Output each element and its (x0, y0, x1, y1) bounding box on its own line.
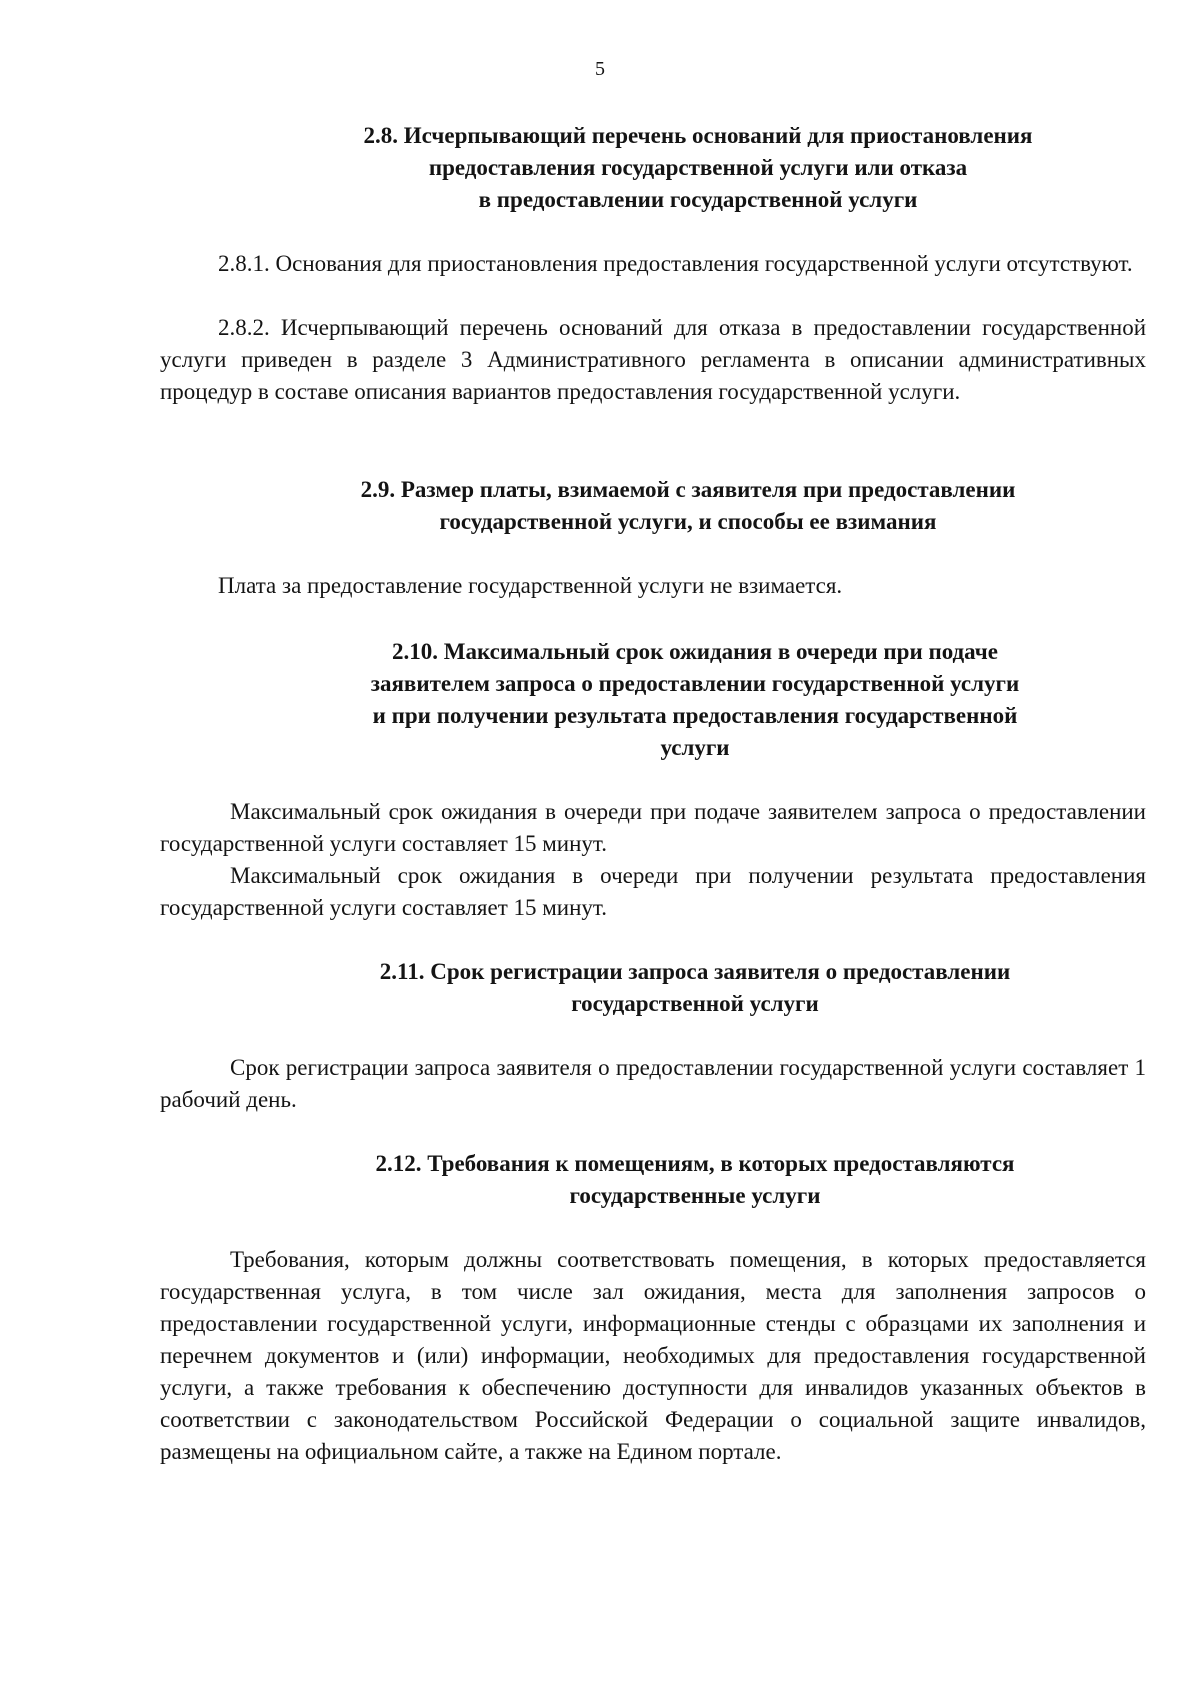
heading-line: заявителем запроса о предоставлении государственной услуги (370, 671, 1020, 696)
heading-line: в предоставлении государственной услуги (478, 187, 918, 212)
section-2-8-heading (160, 120, 1146, 216)
paragraph-2-9: Плата за предоставление государственной услуги не взимается. (218, 573, 843, 598)
heading-line: 2.10. Максимальный срок ожидания в очереди при подаче (392, 639, 998, 664)
heading-line: 2.8. Исчерпывающий перечень оснований для приостановления (363, 123, 1033, 148)
section-2-12-heading (160, 1148, 1146, 1212)
section-2-10-heading (160, 636, 1146, 764)
page-number: 5 (595, 58, 605, 80)
heading-line: и при получении результата предоставления государственной (372, 703, 1018, 728)
heading-line: 2.12. Требования к помещениям, в которых предоставляются (375, 1151, 1015, 1176)
paragraph-2-12: Требования, которым должны соответствовать помещения, в которых предоставляется государственная услуга, в том числе зал ожидания, места для заполнения запросов о предоставлении государственной услуги, информационные стенды с образцами их заполнения и перечнем документов и (или) информации, необходимых для предоставления государственной услуги, а также требования к обеспечению доступности для инвалидов указанных объектов в соответствии с законодательством Российской Федерации о социальной защите инвалидов, размещены на официальном сайте, а также на Едином портале. (160, 1247, 1146, 1464)
paragraph-2-10-1: Максимальный срок ожидания в очереди при подаче заявителем запроса о предоставлении государственной услуги составляет 15 минут. (160, 799, 1146, 856)
heading-line: 2.9. Размер платы, взимаемой с заявителя при предоставлении (360, 477, 1016, 502)
paragraph-2-10-2: Максимальный срок ожидания в очереди при получении результата предоставления государственной услуги составляет 15 минут. (160, 863, 1146, 920)
paragraph-2-11: Срок регистрации запроса заявителя о предоставлении государственной услуги составляет 1 рабочий день. (160, 1055, 1146, 1112)
heading-line: предоставления государственной услуги или отказа (428, 155, 968, 180)
section-2-11-heading (160, 956, 1146, 1020)
heading-line: государственные услуги (569, 1183, 821, 1208)
heading-line: 2.11. Срок регистрации запроса заявителя о предоставлении (379, 959, 1011, 984)
paragraph-2-8-2: 2.8.2. Исчерпывающий перечень оснований для отказа в предоставлении государственной услуги приведен в разделе 3 Административного регламента в описании административных процедур в составе описания вариантов предоставления государственной услуги. (160, 315, 1146, 404)
section-2-9-heading (160, 474, 1146, 538)
heading-line: государственной услуги, и способы ее взимания (439, 509, 937, 534)
heading-line: услуги (660, 735, 730, 760)
heading-line: государственной услуги (571, 991, 819, 1016)
paragraph-2-8-1: 2.8.1. Основания для приостановления предоставления государственной услуги отсутствуют. (218, 251, 1133, 276)
